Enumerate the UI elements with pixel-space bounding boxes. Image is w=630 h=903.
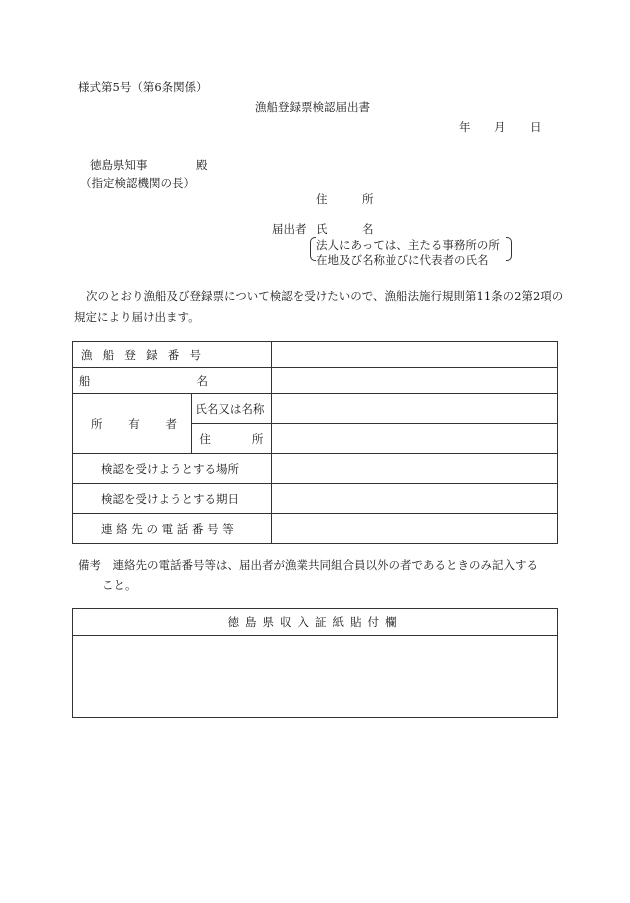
label-reg-number: 漁 船 登 録 番 号 [73, 342, 272, 368]
owner-name-field[interactable] [272, 394, 558, 424]
registration-table [72, 341, 558, 544]
table-row-reg-number [73, 342, 558, 368]
owner-address-field[interactable] [272, 424, 558, 454]
remarks-label: 備考 [78, 558, 101, 572]
form-number: 様式第5号（第6条関係） [78, 80, 208, 94]
remarks-line1: 連絡先の電話番号等は、届出者が漁業共同組合員以外の者であるときのみ記入する [112, 558, 538, 572]
table-row-contact [73, 514, 558, 544]
label-inspect-date: 検認を受けようとする期日 [73, 484, 272, 514]
table-row-inspect-place [73, 454, 558, 484]
inspect-place-field[interactable] [272, 454, 558, 484]
addressee-governor: 徳島県知事 [90, 158, 148, 172]
label-contact: 連 絡 先 の 電 話 番 号 等 [73, 514, 272, 544]
remarks-line2: こと。 [102, 578, 137, 592]
applicant-role: 届出者 [272, 222, 307, 236]
contact-field[interactable] [272, 514, 558, 544]
label-inspect-place: 検認を受けようとする場所 [73, 454, 272, 484]
document-title: 漁船登録票検認届出書 [255, 100, 370, 114]
table-row-inspect-date [73, 484, 558, 514]
stamp-box-title: 徳島県収入証紙貼付欄 [73, 609, 557, 636]
applicant-name-label: 氏 名 [316, 222, 374, 236]
remarks [78, 555, 558, 595]
label-owner: 所 有 者 [73, 394, 192, 454]
stamp-box [72, 608, 558, 718]
bracket-right [506, 237, 512, 261]
date-year-label: 年 [459, 120, 471, 134]
table-row-owner-name [73, 394, 558, 424]
table-row-ship-name [73, 368, 558, 394]
body-text: 次のとおり漁船及び登録票について検認を受けたいので、漁船法施行規則第11条の2第2項の規定により届け出ます。 [74, 289, 564, 324]
label-owner-address: 住 所 [192, 424, 272, 454]
ship-name-field[interactable] [272, 368, 558, 394]
reg-number-field[interactable] [272, 342, 558, 368]
label-owner-name: 氏名又は名称 [192, 394, 272, 424]
inspect-date-field[interactable] [272, 484, 558, 514]
applicant-note-line1: 法人にあっては、主たる事務所の所 [316, 238, 500, 252]
date-month-label: 月 [494, 120, 506, 134]
addressee-alt: （指定検認機関の長） [80, 176, 195, 190]
addressee-honorific: 殿 [196, 158, 208, 172]
date-day-label: 日 [530, 120, 542, 134]
applicant-note-line2: 在地及び名称並びに代表者の氏名 [316, 253, 489, 267]
stamp-area[interactable] [73, 636, 557, 717]
applicant-address-label: 住 所 [316, 192, 374, 206]
label-ship-name: 船 名 [73, 368, 272, 394]
